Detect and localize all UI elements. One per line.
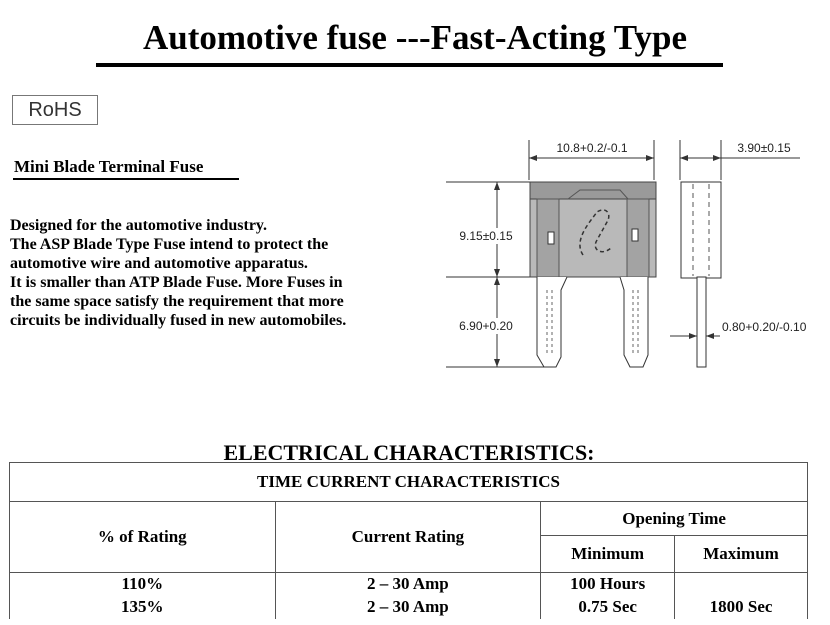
header-maximum: Maximum [675,536,808,573]
thickness-dimension: 3.90±0.15 [737,141,791,155]
section-title-text: ELECTRICAL CHARACTERISTICS: [223,440,595,465]
header-current: Current Rating [275,502,541,573]
header-minimum: Minimum [541,536,675,573]
width-dimension: 10.8+0.2/-0.1 [556,141,628,155]
time-current-table [9,462,808,619]
description-line: circuits be individually fused in new automobiles. [10,312,347,329]
cell-max [675,573,808,596]
fuse-front-view [530,182,656,367]
cell-min: 0.75 Sec [541,596,675,619]
description-line: Designed for the automotive industry. [10,217,268,234]
header-opening-time: Opening Time [541,502,808,536]
cell-rating: 135% [10,596,276,619]
cell-current: 2 – 30 Amp [275,596,541,619]
description-line: It is smaller than ATP Blade Fuse. More Fuses in [10,274,343,291]
body-height-dimension: 9.15±0.15 [459,229,513,243]
cell-max: 1800 Sec [675,596,808,619]
table-row [10,573,808,596]
terminal-height-dimension: 6.90+0.20 [459,319,513,333]
header-rating: % of Rating [10,502,276,573]
terminal-thickness-dimension: 0.80+0.20/-0.10 [722,320,807,334]
rohs-badge: RoHS [12,95,98,125]
cell-rating: 110% [10,573,276,596]
description-line: The ASP Blade Type Fuse intend to protect the [10,236,329,253]
cell-min: 100 Hours [541,573,675,596]
page-title: Automotive fuse ---Fast-Acting Type [142,18,688,57]
cell-current: 2 – 30 Amp [275,573,541,596]
fuse-side-view [681,182,721,367]
description-line: the same space satisfy the requirement that more [10,293,344,310]
description-line: automotive wire and automotive apparatus. [10,255,308,272]
product-subtitle: Mini Blade Terminal Fuse [14,157,204,176]
table-row [10,596,808,619]
table-caption: TIME CURRENT CHARACTERISTICS [10,463,808,502]
